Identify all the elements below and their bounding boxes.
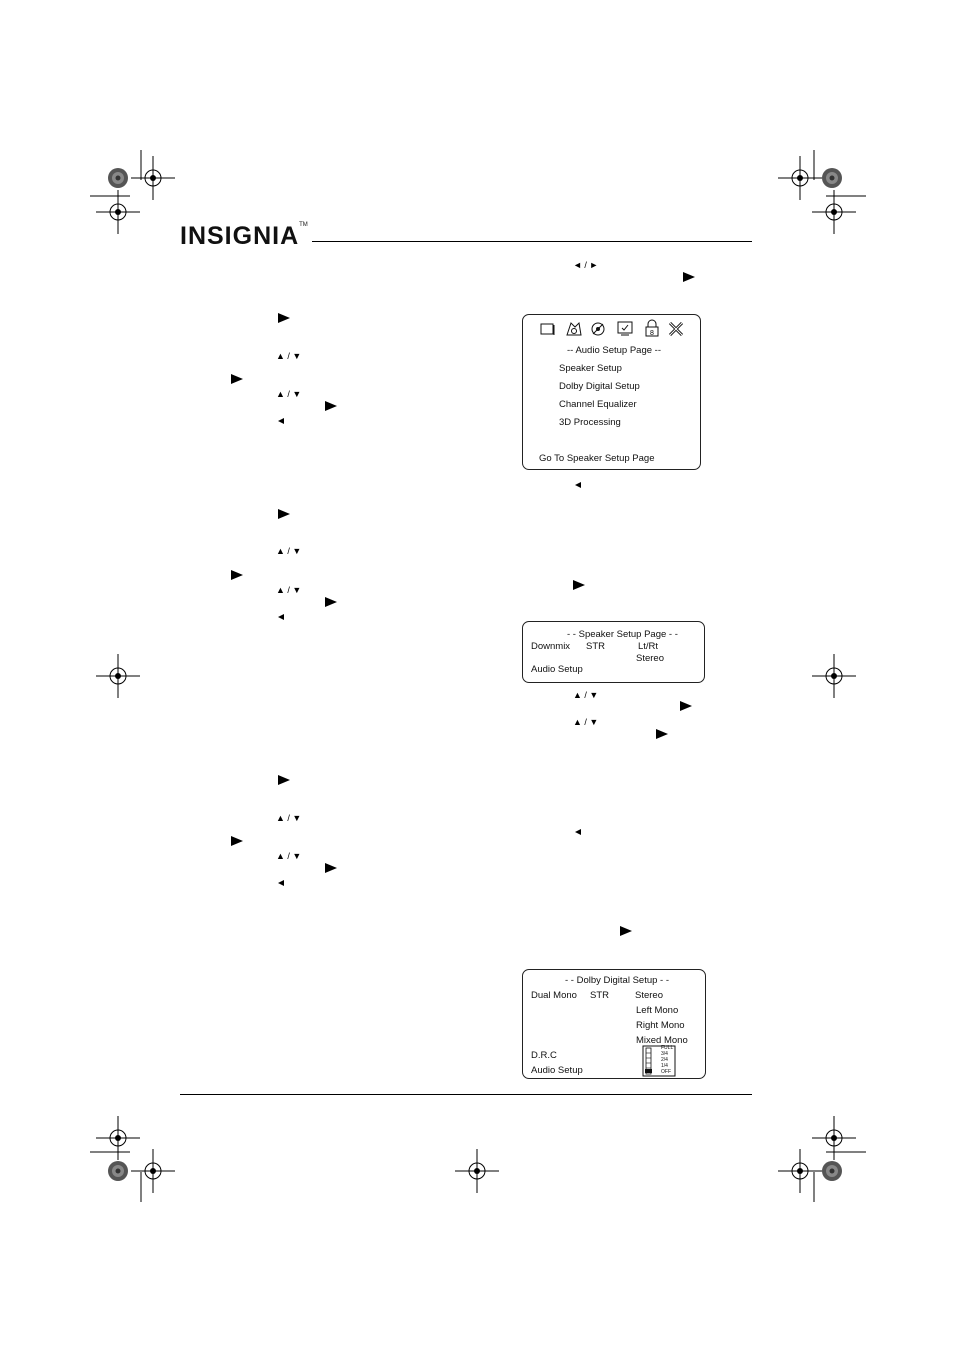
exit-setup-icon — [670, 323, 682, 335]
parental-lock-icon — [646, 320, 658, 337]
right-arrow-icon — [231, 836, 243, 846]
menu-item-dolby-digital-setup[interactable]: Dolby Digital Setup — [559, 381, 640, 392]
right-arrow-icon — [325, 863, 337, 873]
menu-item-channel-equalizer[interactable]: Channel Equalizer — [559, 399, 637, 410]
left-arrow-icon — [575, 829, 581, 835]
right-arrow-icon — [231, 570, 243, 580]
dolby-setup-title: - - Dolby Digital Setup - - — [565, 975, 670, 986]
dual-mono-label[interactable]: Dual Mono — [531, 990, 577, 1001]
general-setup-icon — [541, 324, 554, 335]
setup-icon-row — [523, 315, 700, 345]
left-arrow-icon — [278, 880, 284, 886]
downmix-option-ltrt[interactable]: Lt/Rt — [638, 641, 659, 652]
audio-setup-title: -- Audio Setup Page -- — [567, 345, 661, 356]
option-right-mono[interactable]: Right Mono — [636, 1020, 685, 1031]
right-arrow-icon — [278, 775, 290, 785]
left-arrow-icon — [575, 482, 581, 488]
audio-setup-icon — [567, 323, 581, 335]
right-arrow-icon — [278, 313, 290, 323]
right-arrow-icon — [680, 701, 692, 711]
left-right-arrows-icon: ◄ / ► — [573, 260, 599, 270]
speaker-setup-screen — [522, 621, 705, 683]
audio-setup-back[interactable]: Audio Setup — [531, 1065, 583, 1076]
right-arrow-icon — [278, 509, 290, 519]
menu-item-speaker-setup[interactable]: Speaker Setup — [559, 363, 622, 374]
up-down-arrows-icon: ▲ / ▼ — [276, 585, 302, 595]
option-stereo[interactable]: Stereo — [635, 990, 663, 1001]
audio-setup-footer: Go To Speaker Setup Page — [539, 453, 655, 464]
dolby-setup-icon — [592, 323, 604, 335]
right-arrow-icon — [231, 374, 243, 384]
brand-logo: INSIGNIA™ — [180, 222, 308, 250]
right-arrow-icon — [325, 597, 337, 607]
header-rule — [312, 241, 752, 242]
dolby-digital-setup-screen — [522, 969, 706, 1079]
drc-level-off: OFF — [661, 1069, 671, 1075]
downmix-current-value: STR — [586, 641, 605, 652]
right-arrow-icon — [620, 926, 632, 936]
right-arrow-icon — [683, 272, 695, 282]
dual-mono-current-value: STR — [590, 990, 609, 1001]
option-left-mono[interactable]: Left Mono — [636, 1005, 679, 1016]
drc-label[interactable]: D.R.C — [531, 1050, 557, 1061]
drc-slider-handle — [645, 1069, 652, 1073]
audio-setup-screen — [522, 314, 701, 470]
drc-level-1-4: 1/4 — [661, 1063, 668, 1069]
right-arrow-icon — [325, 401, 337, 411]
menu-item-3d-processing[interactable]: 3D Processing — [559, 417, 621, 428]
right-arrow-icon — [573, 580, 585, 590]
up-down-arrows-icon: ▲ / ▼ — [276, 351, 302, 361]
footer-rule — [180, 1094, 752, 1095]
up-down-arrows-icon: ▲ / ▼ — [573, 717, 599, 727]
speaker-setup-title: - - Speaker Setup Page - - — [567, 629, 678, 640]
video-setup-icon — [618, 322, 632, 335]
drc-level-3-4: 3/4 — [661, 1051, 668, 1057]
downmix-option-stereo[interactable]: Stereo — [636, 653, 664, 664]
drc-level-full: FULL — [661, 1045, 674, 1051]
left-arrow-icon — [278, 418, 284, 424]
svg-text:8: 8 — [650, 330, 654, 337]
drc-level-2-4: 2/4 — [661, 1057, 668, 1063]
up-down-arrows-icon: ▲ / ▼ — [573, 690, 599, 700]
downmix-label[interactable]: Downmix — [531, 641, 571, 652]
option-mixed-mono[interactable]: Mixed Mono — [636, 1035, 688, 1046]
up-down-arrows-icon: ▲ / ▼ — [276, 389, 302, 399]
up-down-arrows-icon: ▲ / ▼ — [276, 813, 302, 823]
audio-setup-back[interactable]: Audio Setup — [531, 664, 583, 675]
left-arrow-icon — [278, 614, 284, 620]
up-down-arrows-icon: ▲ / ▼ — [276, 546, 302, 556]
right-arrow-icon — [656, 729, 668, 739]
up-down-arrows-icon: ▲ / ▼ — [276, 851, 302, 861]
